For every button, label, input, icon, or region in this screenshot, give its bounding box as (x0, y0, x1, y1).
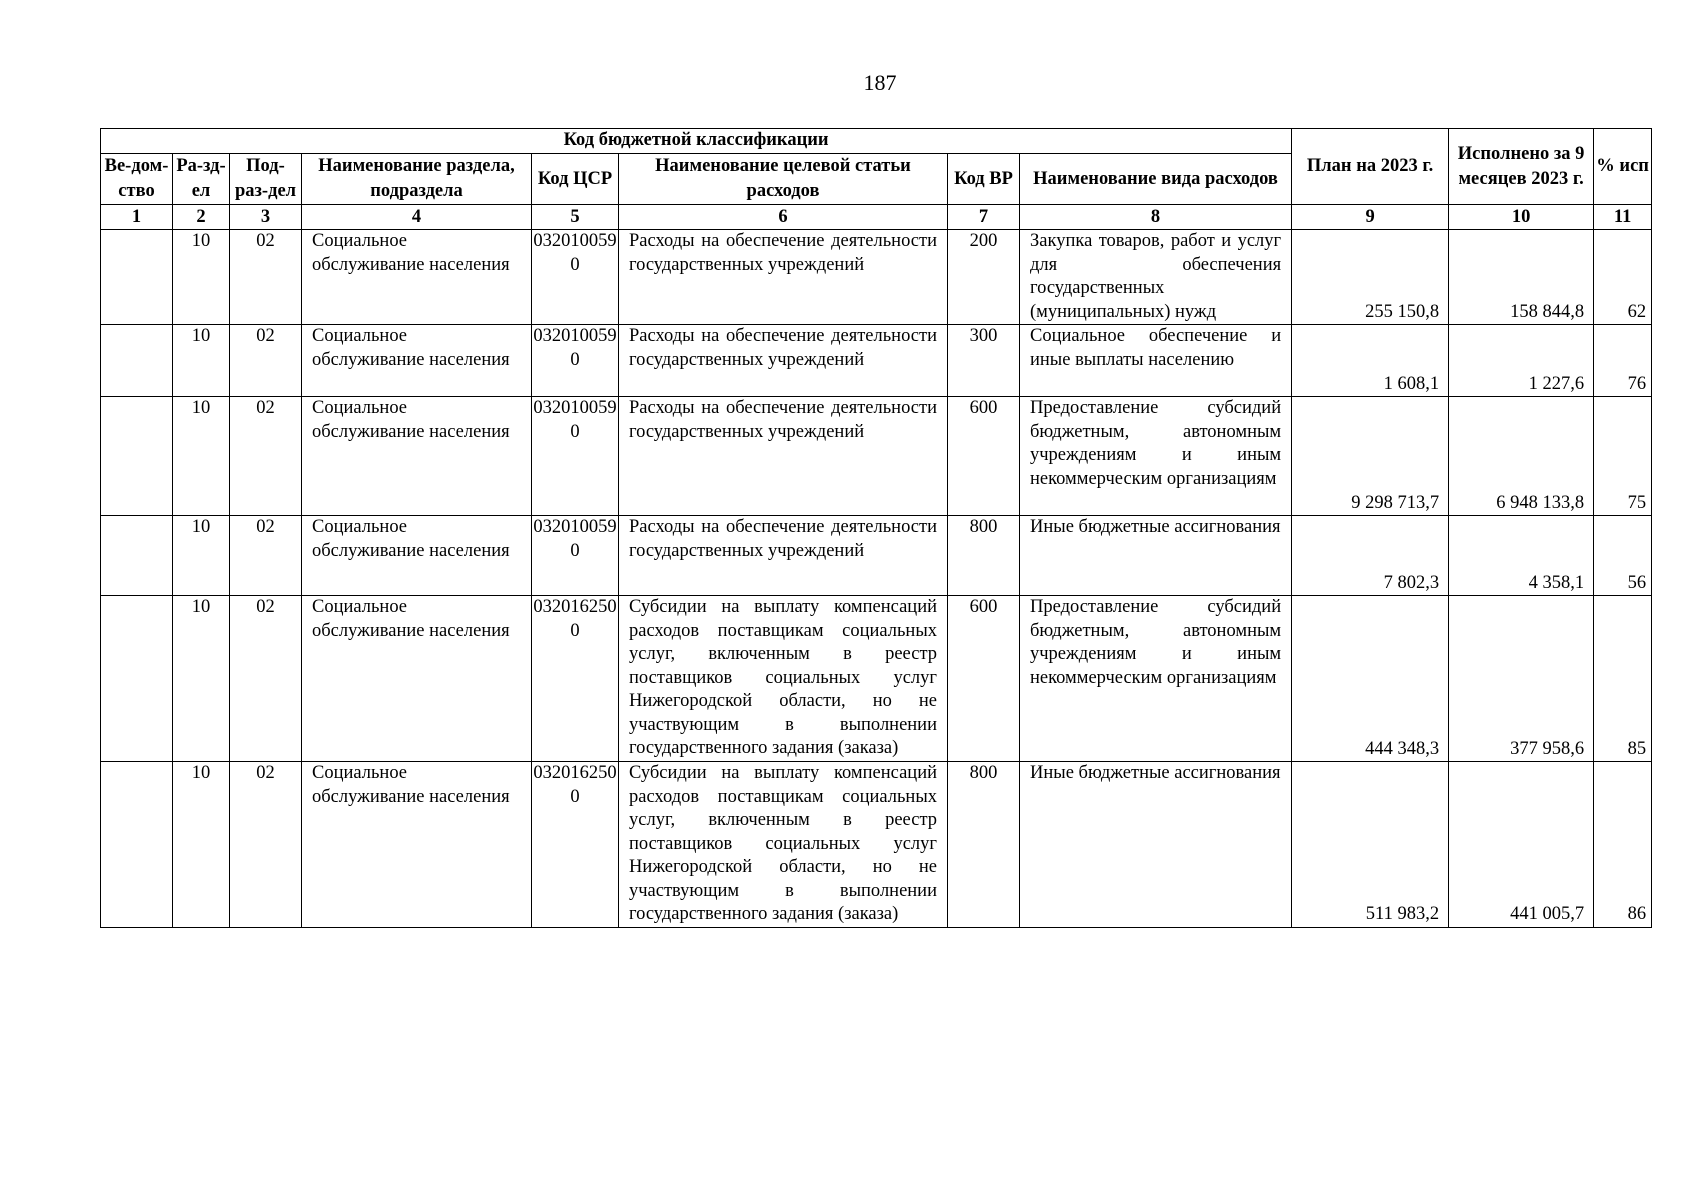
cell-expense-type: Предоставление субсидий бюджетным, автономным учреждениям и иным некоммерческим организациям (1020, 397, 1292, 516)
cell-percent: 76 (1594, 325, 1652, 397)
cell-podrazdel: 02 (230, 762, 302, 928)
cell-expense-type: Иные бюджетные ассигнования (1020, 516, 1292, 596)
cell-section-name: Социальное обслуживание населения (302, 762, 532, 928)
column-number: 3 (230, 205, 302, 230)
cell-razdel: 10 (173, 516, 230, 596)
column-number: 4 (302, 205, 532, 230)
column-number: 7 (948, 205, 1020, 230)
cell-vedomstvo (101, 516, 173, 596)
header-executed: Исполнено за 9 месяцев 2023 г. (1449, 129, 1594, 205)
cell-vedomstvo (101, 325, 173, 397)
column-number: 8 (1020, 205, 1292, 230)
cell-razdel: 10 (173, 325, 230, 397)
header-target-name: Наименование целевой статьи расходов (619, 154, 948, 205)
cell-podrazdel: 02 (230, 230, 302, 325)
table-row (101, 762, 1652, 928)
cell-section-name: Социальное обслуживание населения (302, 596, 532, 762)
cell-executed: 441 005,7 (1449, 762, 1594, 928)
cell-podrazdel: 02 (230, 325, 302, 397)
cell-target-name: Субсидии на выплату компенсаций расходов поставщикам социальных услуг, включенным в реестр поставщиков социальных услуг Нижегородской области, но не участвующим в выполнении государственного задания (заказа) (619, 596, 948, 762)
cell-expense-type: Закупка товаров, работ и услуг для обеспечения государственных (муниципальных) нужд (1020, 230, 1292, 325)
column-number: 2 (173, 205, 230, 230)
cell-razdel: 10 (173, 596, 230, 762)
cell-podrazdel: 02 (230, 516, 302, 596)
cell-section-name: Социальное обслуживание населения (302, 325, 532, 397)
cell-percent: 56 (1594, 516, 1652, 596)
table-body (101, 230, 1652, 928)
cell-executed: 158 844,8 (1449, 230, 1594, 325)
cell-executed: 6 948 133,8 (1449, 397, 1594, 516)
column-number: 6 (619, 205, 948, 230)
cell-podrazdel: 02 (230, 397, 302, 516)
cell-vr: 600 (948, 397, 1020, 516)
cell-plan: 511 983,2 (1292, 762, 1449, 928)
cell-percent: 75 (1594, 397, 1652, 516)
cell-section-name: Социальное обслуживание населения (302, 397, 532, 516)
cell-razdel: 10 (173, 230, 230, 325)
header-section-name: Наименование раздела, подраздела (302, 154, 532, 205)
cell-section-name: Социальное обслуживание населения (302, 230, 532, 325)
cell-csr: 0320162500 (532, 596, 619, 762)
cell-plan: 7 802,3 (1292, 516, 1449, 596)
header-csr: Код ЦСР (532, 154, 619, 205)
column-number: 10 (1449, 205, 1594, 230)
header-budget-classification: Код бюджетной классификации (101, 129, 1292, 154)
cell-plan: 444 348,3 (1292, 596, 1449, 762)
cell-vr: 800 (948, 762, 1020, 928)
column-number: 9 (1292, 205, 1449, 230)
column-number: 5 (532, 205, 619, 230)
cell-target-name: Расходы на обеспечение деятельности государственных учреждений (619, 397, 948, 516)
table-row (101, 230, 1652, 325)
cell-vr: 200 (948, 230, 1020, 325)
cell-csr: 0320100590 (532, 325, 619, 397)
header-razdel: Ра-зд-ел (173, 154, 230, 205)
header-vedomstvo: Ве-дом-ство (101, 154, 173, 205)
header-vr: Код ВР (948, 154, 1020, 205)
cell-executed: 4 358,1 (1449, 516, 1594, 596)
cell-vedomstvo (101, 230, 173, 325)
header-podrazdel: Под-раз-дел (230, 154, 302, 205)
cell-percent: 85 (1594, 596, 1652, 762)
cell-csr: 0320162500 (532, 762, 619, 928)
cell-expense-type: Социальное обеспечение и иные выплаты населению (1020, 325, 1292, 397)
cell-percent: 62 (1594, 230, 1652, 325)
budget-execution-table (100, 128, 1652, 928)
cell-target-name: Расходы на обеспечение деятельности государственных учреждений (619, 325, 948, 397)
column-number: 11 (1594, 205, 1652, 230)
cell-section-name: Социальное обслуживание населения (302, 516, 532, 596)
cell-target-name: Субсидии на выплату компенсаций расходов поставщикам социальных услуг, включенным в реестр поставщиков социальных услуг Нижегородской области, но не участвующим в выполнении государственного задания (заказа) (619, 762, 948, 928)
cell-plan: 255 150,8 (1292, 230, 1449, 325)
table-row (101, 325, 1652, 397)
cell-razdel: 10 (173, 397, 230, 516)
cell-executed: 377 958,6 (1449, 596, 1594, 762)
table-row (101, 516, 1652, 596)
cell-vedomstvo (101, 762, 173, 928)
cell-plan: 1 608,1 (1292, 325, 1449, 397)
header-percent: % исп (1594, 129, 1652, 205)
cell-podrazdel: 02 (230, 596, 302, 762)
column-number: 1 (101, 205, 173, 230)
cell-expense-type: Предоставление субсидий бюджетным, автономным учреждениям и иным некоммерческим организациям (1020, 596, 1292, 762)
header-plan: План на 2023 г. (1292, 129, 1449, 205)
table-header (101, 129, 1652, 230)
column-number-row (101, 205, 1652, 230)
cell-vedomstvo (101, 397, 173, 516)
cell-executed: 1 227,6 (1449, 325, 1594, 397)
cell-vr: 300 (948, 325, 1020, 397)
cell-csr: 0320100590 (532, 397, 619, 516)
cell-target-name: Расходы на обеспечение деятельности государственных учреждений (619, 230, 948, 325)
table-row (101, 397, 1652, 516)
cell-razdel: 10 (173, 762, 230, 928)
cell-percent: 86 (1594, 762, 1652, 928)
table-row (101, 596, 1652, 762)
cell-expense-type: Иные бюджетные ассигнования (1020, 762, 1292, 928)
cell-csr: 0320100590 (532, 230, 619, 325)
header-expense-type: Наименование вида расходов (1020, 154, 1292, 205)
cell-vr: 600 (948, 596, 1020, 762)
cell-plan: 9 298 713,7 (1292, 397, 1449, 516)
cell-vedomstvo (101, 596, 173, 762)
page-number: 187 (863, 70, 897, 95)
cell-vr: 800 (948, 516, 1020, 596)
cell-csr: 0320100590 (532, 516, 619, 596)
cell-target-name: Расходы на обеспечение деятельности государственных учреждений (619, 516, 948, 596)
